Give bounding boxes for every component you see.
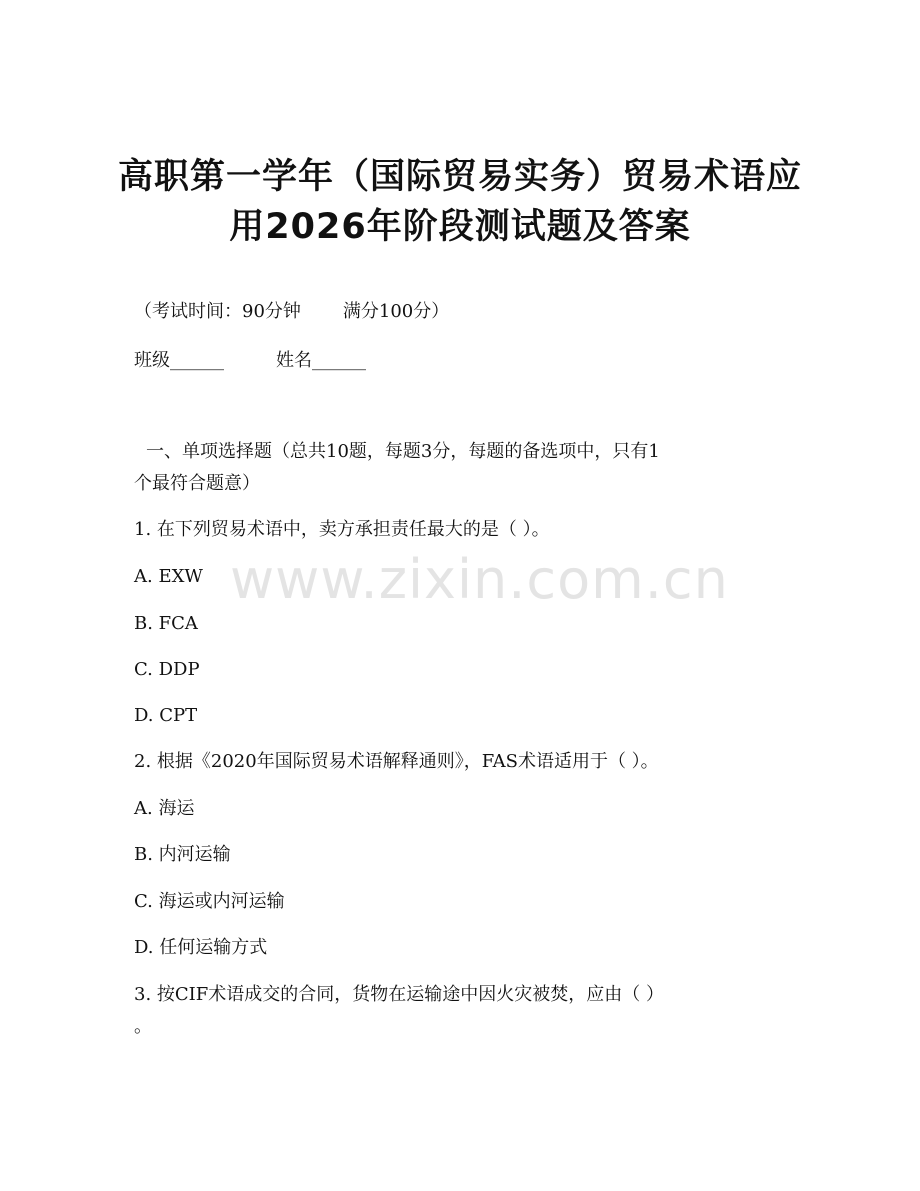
question-2-option-c: C. 海运或内河运输 [134, 891, 285, 912]
class-field: 班级______ [134, 350, 224, 371]
student-info [134, 352, 366, 370]
question-1-stem: 1. 在下列贸易术语中，卖方承担责任最大的是（ ）。 [134, 519, 550, 540]
question-2-stem: 2. 根据《2020年国际贸易术语解释通则》，FAS术语适用于（ ）。 [134, 751, 659, 772]
question-2-option-d: D. 任何运输方式 [134, 937, 268, 958]
question-1-option-b: B. FCA [134, 613, 198, 634]
document-title-line-2: 用2026年阶段测试题及答案 [229, 207, 691, 247]
exam-info [134, 303, 449, 321]
full-score: 满分100分） [342, 301, 450, 322]
name-field: 姓名______ [276, 350, 366, 371]
document-title-line-1: 高职第一学年（国际贸易实务）贸易术语应 [117, 157, 802, 197]
question-1-option-c: C. DDP [134, 659, 200, 680]
question-1-option-d: D. CPT [134, 705, 198, 726]
watermark: www.zixin.com.cn [230, 548, 729, 611]
section-heading-line-2: 个最符合题意） [134, 473, 260, 494]
question-2-option-b: B. 内河运输 [134, 844, 231, 865]
exam-time: （考试时间：90分钟 [134, 301, 301, 322]
question-1-option-a: A. EXW [134, 566, 203, 587]
question-3-stem: 3. 按CIF术语成交的合同，货物在运输途中因火灾被焚，应由（ ） [134, 984, 664, 1005]
section-heading-line-1: 一、单项选择题（总共10题，每题3分，每题的备选项中，只有1 [146, 441, 660, 462]
question-3-stem-continued: 。 [134, 1016, 152, 1037]
question-2-option-a: A. 海运 [134, 798, 195, 819]
